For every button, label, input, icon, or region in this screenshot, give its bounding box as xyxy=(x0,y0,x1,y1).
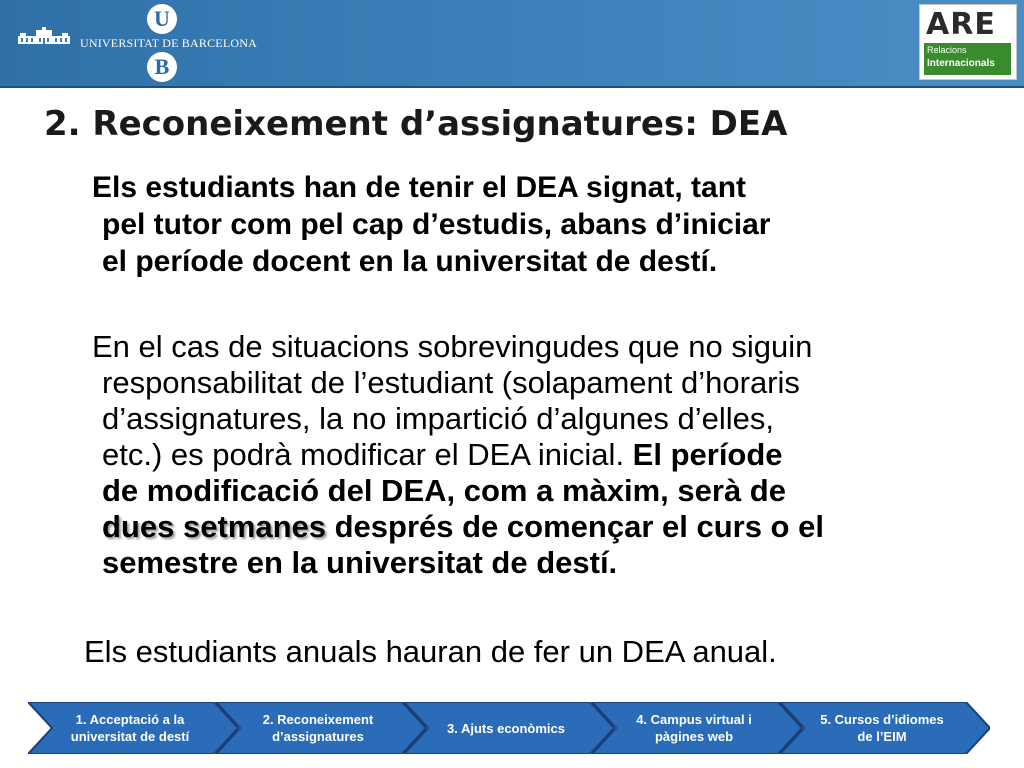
nav-label: d’assignatures xyxy=(272,729,364,744)
paragraph-line: semestre en la universitat de destí. xyxy=(102,545,618,580)
logo-disc-top: U xyxy=(147,4,177,34)
paragraph-line: Els estudiants han de tenir el DEA signat, tant xyxy=(92,171,747,204)
paragraph-line: responsabilitat de l’estudiant (solapament d’horaris xyxy=(102,365,800,400)
nav-label: 5. Cursos d’idiomes xyxy=(820,712,944,727)
are-logo-title: ARE xyxy=(926,7,996,42)
paragraph-text: etc.) es podrà modificar el DEA inicial. xyxy=(102,437,633,472)
section-navigation xyxy=(28,702,998,756)
paragraph-emphasis: El període xyxy=(632,437,783,472)
paragraph-line: En el cas de situacions sobrevingudes que no siguin xyxy=(92,329,813,364)
are-logo xyxy=(919,4,1017,80)
institution-name: UNIVERSITAT DE BARCELONA xyxy=(80,36,257,50)
paragraph-dea-signature xyxy=(70,169,950,280)
are-logo-box xyxy=(924,43,1011,75)
nav-label: 4. Campus virtual i xyxy=(636,712,752,727)
nav-step-2-recognition[interactable] xyxy=(216,702,426,754)
paragraph-line xyxy=(70,437,975,473)
are-logo-subtitle-1: Relacions xyxy=(927,45,967,55)
paragraph-line: d’assignatures, la no impartició d’algunes d’elles, xyxy=(102,401,775,436)
slide-title: 2. Reconeixement d’assignatures: DEA xyxy=(44,104,788,144)
highlighted-two-weeks: dues setmanes xyxy=(102,509,326,544)
header-bar xyxy=(0,0,1024,88)
nav-step-3-financial-aid[interactable] xyxy=(404,702,614,754)
paragraph-line: Els estudiants anuals hauran de fer un DEA anual. xyxy=(84,634,777,669)
paragraph-line xyxy=(70,509,975,545)
paragraph-line: de modificació del DEA, com a màxim, serà de xyxy=(102,473,786,508)
paragraph-dea-modification xyxy=(70,329,975,581)
university-logo xyxy=(14,0,257,84)
nav-label: de l’EIM xyxy=(857,729,907,744)
logo-disc-bottom: B xyxy=(147,52,177,82)
paragraph-annual-dea xyxy=(84,633,984,670)
paragraph-line: pel tutor com pel cap d’estudis, abans d’iniciar xyxy=(102,208,771,241)
building-icon xyxy=(18,27,70,45)
nav-label: 1. Acceptació a la xyxy=(75,712,185,727)
nav-label: 2. Reconeixement xyxy=(262,712,374,727)
nav-step-4-virtual-campus[interactable] xyxy=(592,702,802,754)
paragraph-line: el període docent en la universitat de destí. xyxy=(102,245,718,278)
are-logo-subtitle-2: Internacionals xyxy=(927,58,995,69)
nav-label: 3. Ajuts econòmics xyxy=(447,720,565,736)
paragraph-emphasis: després de començar el curs o el xyxy=(326,509,824,544)
nav-step-5-language-courses[interactable] xyxy=(780,702,990,754)
nav-label: pàgines web xyxy=(654,729,734,744)
nav-label: universitat de destí xyxy=(70,729,190,744)
nav-step-1-acceptance[interactable] xyxy=(28,702,238,754)
